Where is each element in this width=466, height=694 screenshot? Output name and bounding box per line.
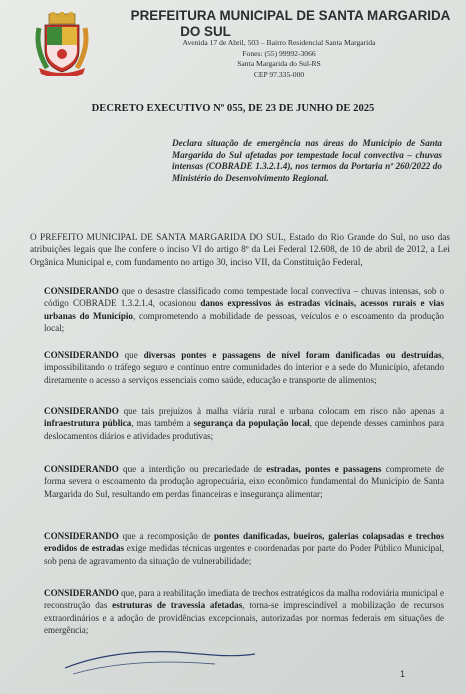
emphasized-text: CONSIDERANDO (44, 286, 119, 296)
considerando-3 (44, 405, 444, 442)
paragraph-text: compromete de forma severa o escoamento da produção agropecuária, eixo econômico fundamental do Município de Santa Margarida do Sul, resultando em perdas financeiras e insegurança alimentar; (44, 464, 444, 499)
paragraph-text: , comprometendo a mobilidade de pessoas, veículos e o escoamento da produção local; (44, 310, 444, 333)
decree-preamble: O PREFEITO MUNICIPAL DE SANTA MARGARIDA DO SUL, Estado do Rio Grande do Sul, no uso das atribuições legais que lhe confere o inciso VI do artigo 8º da Lei Federal 12.608, de 10 de abril de 2012, a Lei Orgânica Municipal e, com fundamento no artigo 30, inciso VII, da Constituição Federal, (30, 233, 450, 268)
phone-line: Fones: (55) 99992-3066 (242, 48, 316, 58)
municipality-name: PREFEITURA MUNICIPAL DE SANTA MARGARIDA DO SUL (130, 8, 451, 39)
emphasized-text: pontes danificadas, bueiros, galerias colapsadas e trechos erodidos de estradas (44, 531, 444, 554)
paragraph-text: , torna-se imprescindível a mobilização de recursos extraordinários e a adoção de providências excepcionais, autorizadas por normas federais em situações de emergência; (44, 600, 444, 635)
emphasized-text: infraestrutura pública (44, 418, 132, 429)
paragraph-text: que a recomposição de (118, 531, 214, 541)
municipal-coat-of-arms (33, 12, 91, 76)
considerando-1 (44, 285, 444, 334)
paragraph-text: , impossibilitando o tráfego seguro e contínuo entre comunidades do interior e a sede do Município, afetando diretamente o acesso a serviços essenciais como saúde, educação e transporte de alimentos; (44, 350, 444, 385)
paragraph-text: , mas também a (131, 418, 194, 429)
paragraph-text: que o desastre classificado como tempestade local convectiva – chuvas intensas, sob o código COBRADE 1.3.2.1.4, ocasionou (44, 286, 444, 309)
paragraph-text: que (118, 350, 144, 360)
considerando-5 (44, 530, 444, 567)
page-number: 1 (400, 669, 406, 679)
emphasized-text: CONSIDERANDO (44, 531, 119, 541)
signature-scribble (55, 632, 265, 682)
emphasized-text: estruturas de travessia afetadas (112, 600, 243, 611)
emphasized-text: CONSIDERANDO (44, 588, 119, 598)
decree-title: DECRETO EXECUTIVO Nº 055, DE 23 DE JUNHO DE 2025 (91, 103, 375, 114)
emphasized-text: danos expressivos às estradas vicinais, acessos rurais e vias urbanas do Município (44, 298, 444, 321)
emphasized-text: CONSIDERANDO (44, 464, 119, 474)
address-line: Avenida 17 de Abril, 503 – Bairro Residencial Santa Margarida (182, 38, 376, 47)
municipality-address (118, 38, 440, 80)
cep-line: CEP 97.335-000 (253, 69, 305, 79)
paragraph-text: , que depende desses caminhos para deslocamentos diários e atividades produtivas; (44, 418, 444, 441)
emphasized-text: CONSIDERANDO (44, 406, 119, 416)
considerando-2 (44, 349, 444, 386)
emphasized-text: CONSIDERANDO (44, 350, 119, 360)
paragraph-text: que, para a reabilitação imediata de trechos estratégicos da malha rodoviária municipal e reconstrução das (44, 588, 444, 611)
paragraph-text: exige medidas técnicas urgentes e coordenadas por parte do Poder Público Municipal, sob pena de agravamento da situação de vulnerabilidade; (44, 543, 445, 566)
emphasized-text: estradas, pontes e passagens (266, 464, 382, 474)
paragraph-text: que tais prejuízos à malha viária rural e urbana colocam em risco não apenas a (118, 406, 444, 416)
considerando-4 (44, 463, 444, 500)
considerando-6 (44, 587, 444, 636)
paragraph-text: que a interdição ou precariedade de (118, 464, 267, 474)
emphasized-text: segurança da população local (193, 418, 310, 429)
decree-ementa: Declara situação de emergência nas áreas do Município de Santa Margarida do Sul afetadas por tempestade local convectiva – chuvas intensas (COBRADE 1.3.2.1.4), nos termos da Portaria nº 260/2022 do Ministério do Desenvolvimento Regional. (172, 138, 442, 184)
emphasized-text: diversas pontes e passagens de nível foram danificadas ou destruídas (143, 350, 442, 360)
city-line: Santa Margarida do Sul-RS (237, 59, 321, 68)
